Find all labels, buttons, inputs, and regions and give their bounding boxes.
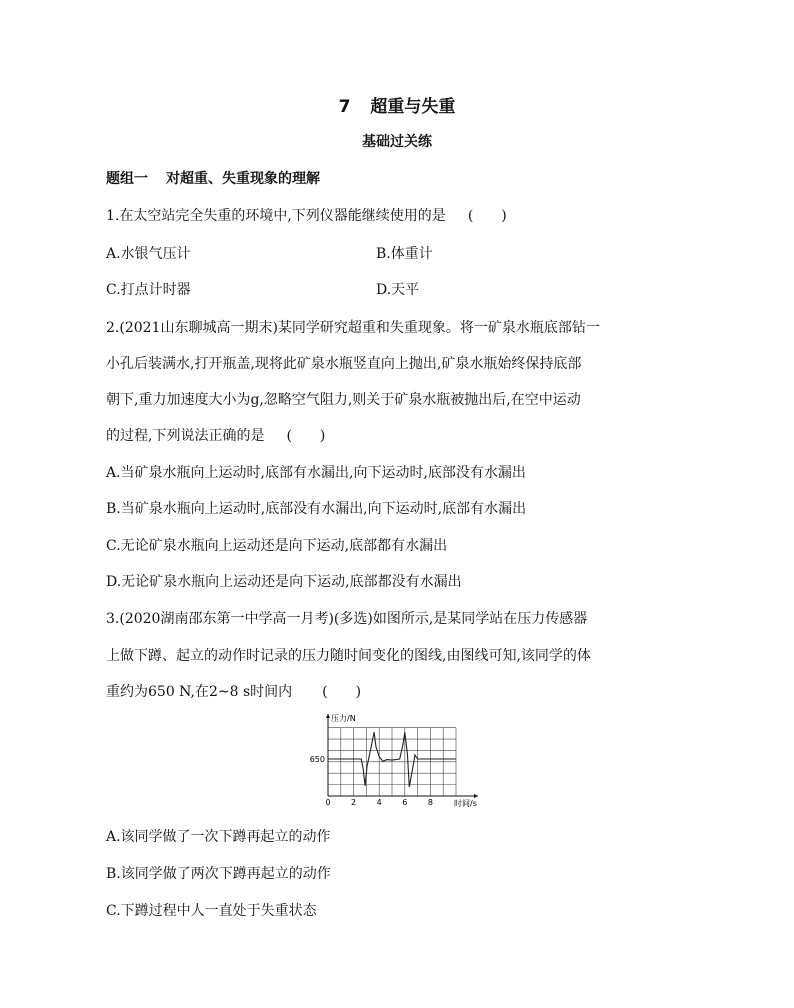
q3-line-3 — [106, 681, 361, 701]
page-title — [0, 92, 794, 117]
section-title: 超重与失重 — [370, 97, 456, 117]
q3-option-a: A.该同学做了一次下蹲再起立的动作 — [106, 829, 331, 845]
x-tick-label: 8 — [427, 798, 433, 807]
x-tick-label: 0 — [325, 798, 331, 807]
question-group-heading — [106, 168, 320, 188]
q3-line-1: 3.(2020湖南邵东第一中学高一月考)(多选)如图所示,是某同学站在压力传感器 — [106, 611, 588, 627]
group-label: 题组一 — [106, 171, 148, 187]
q1-options-row-2 — [106, 279, 506, 299]
q1-option-d: D.天平 — [376, 282, 420, 298]
q2-option-c: C.无论矿泉水瓶向上运动还是向下运动,底部都有水漏出 — [106, 538, 448, 554]
q3-option-c: C.下蹲过程中人一直处于失重状态 — [106, 903, 317, 919]
q1-option-b: B.体重计 — [376, 246, 433, 262]
pressure-time-chart — [306, 712, 496, 814]
q2-option-a: A.当矿泉水瓶向上运动时,底部有水漏出,向下运动时,底部没有水漏出 — [106, 465, 526, 481]
q2-line-4 — [106, 425, 325, 445]
q2-answer-blank: ( ) — [286, 428, 326, 444]
x-axis-arrow — [474, 794, 478, 798]
q2-option-b: B.当矿泉水瓶向上运动时,底部没有水漏出,向下运动时,底部有水漏出 — [106, 501, 527, 517]
q2-line-3: 朝下,重力加速度大小为g,忽略空气阻力,则关于矿泉水瓶被抛出后,在空中运动 — [106, 392, 581, 408]
q2-option-d: D.无论矿泉水瓶向上运动还是向下运动,底部都没有水漏出 — [106, 574, 462, 590]
x-axis-label: 时间/s — [454, 799, 477, 808]
y-axis-label: 压力/N — [331, 714, 356, 723]
q3-line-2: 上做下蹲、起立的动作时记录的压力随时间变化的图线,由图线可知,该同学的体 — [106, 648, 591, 664]
q3-answer-blank: ( ) — [322, 684, 362, 700]
y-tick-label: 650 — [309, 755, 325, 764]
q1-option-c: C.打点计时器 — [106, 282, 191, 298]
q3-line-3-text: 重约为650 N,在2~8 s时间内 — [106, 684, 293, 700]
q2-line-1: 2.(2021山东聊城高一期末)某同学研究超重和失重现象。将一矿泉水瓶底部钻一 — [106, 320, 600, 336]
q1-options-row-1 — [106, 243, 506, 263]
page-subtitle: 基础过关练 — [362, 134, 432, 150]
q2-line-4-text: 的过程,下列说法正确的是 — [106, 428, 265, 444]
q1-stem-text: 1.在太空站完全失重的环境中,下列仪器能继续使用的是 — [106, 208, 446, 224]
q1-option-a: A.水银气压计 — [106, 246, 191, 262]
y-axis-arrow — [326, 714, 330, 718]
section-number: 7 — [338, 97, 351, 117]
group-text: 对超重、失重现象的理解 — [166, 171, 320, 187]
q2-line-2: 小孔后装满水,打开瓶盖,现将此矿泉水瓶竖直向上抛出,矿泉水瓶始终保持底部 — [106, 356, 582, 372]
q1-stem — [106, 205, 507, 225]
x-tick-label: 4 — [376, 798, 382, 807]
q1-answer-blank: ( ) — [467, 208, 507, 224]
x-tick-label: 6 — [402, 798, 408, 807]
x-tick-label: 2 — [351, 798, 357, 807]
q3-option-b: B.该同学做了两次下蹲再起立的动作 — [106, 866, 331, 882]
